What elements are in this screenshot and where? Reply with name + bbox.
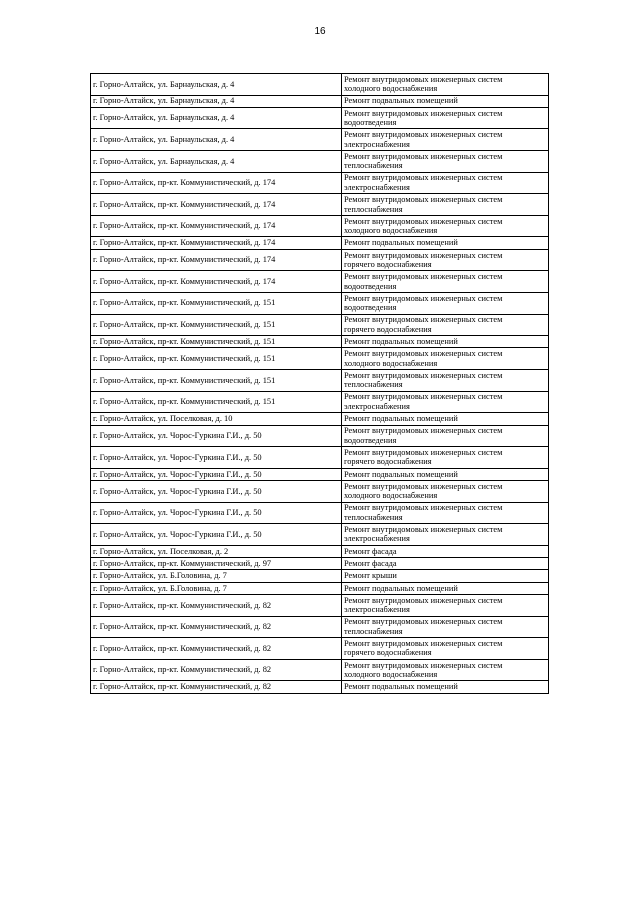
repair-type-cell: Ремонт внутридомовых инженерных систем электроснабжения [342,391,549,413]
address-cell: г. Горно-Алтайск, пр-кт. Коммунистический, д. 97 [91,558,342,570]
table-row [91,480,549,502]
table-row [91,681,549,693]
repairs-table [90,73,549,694]
address-cell: г. Горно-Алтайск, пр-кт. Коммунистический, д. 174 [91,237,342,249]
table-row [91,570,549,582]
address-cell: г. Горно-Алтайск, пр-кт. Коммунистический, д. 151 [91,391,342,413]
address-cell: г. Горно-Алтайск, ул. Поселковая, д. 10 [91,413,342,425]
table-row [91,545,549,557]
repair-type-cell: Ремонт внутридомовых инженерных систем холодного водоснабжения [342,74,549,96]
table-row [91,502,549,524]
table-row [91,659,549,681]
repair-type-cell: Ремонт подвальных помещений [342,237,549,249]
address-cell: г. Горно-Алтайск, ул. Чорос-Гуркина Г.И., д. 50 [91,524,342,546]
repair-type-cell: Ремонт подвальных помещений [342,95,549,107]
table-row [91,237,549,249]
repair-type-cell: Ремонт внутридомовых инженерных систем водоотведения [342,107,549,129]
table-row [91,425,549,447]
repair-type-cell: Ремонт внутридомовых инженерных систем водоотведения [342,271,549,293]
table-row [91,582,549,594]
table-row [91,172,549,194]
repair-type-cell: Ремонт внутридомовых инженерных систем горячего водоснабжения [342,249,549,271]
address-cell: г. Горно-Алтайск, пр-кт. Коммунистический, д. 174 [91,215,342,237]
table-row [91,594,549,616]
address-cell: г. Горно-Алтайск, ул. Барнаульская, д. 4 [91,74,342,96]
table-row [91,348,549,370]
address-cell: г. Горно-Алтайск, пр-кт. Коммунистический, д. 174 [91,194,342,216]
repair-type-cell: Ремонт фасада [342,545,549,557]
repair-type-cell: Ремонт внутридомовых инженерных систем теплоснабжения [342,194,549,216]
table-row [91,95,549,107]
table-row [91,468,549,480]
repair-type-cell: Ремонт внутридомовых инженерных систем холодного водоснабжения [342,348,549,370]
table-row [91,194,549,216]
table-row [91,336,549,348]
repair-type-cell: Ремонт внутридомовых инженерных систем горячего водоснабжения [342,447,549,469]
table-row [91,107,549,129]
repair-type-cell: Ремонт крыши [342,570,549,582]
address-cell: г. Горно-Алтайск, ул. Чорос-Гуркина Г.И., д. 50 [91,480,342,502]
address-cell: г. Горно-Алтайск, ул. Чорос-Гуркина Г.И., д. 50 [91,425,342,447]
address-cell: г. Горно-Алтайск, ул. Чорос-Гуркина Г.И., д. 50 [91,468,342,480]
table-row [91,616,549,638]
table-row [91,524,549,546]
address-cell: г. Горно-Алтайск, ул. Барнаульская, д. 4 [91,129,342,151]
table-row [91,151,549,173]
repair-type-cell: Ремонт внутридомовых инженерных систем водоотведения [342,292,549,314]
address-cell: г. Горно-Алтайск, ул. Чорос-Гуркина Г.И., д. 50 [91,447,342,469]
address-cell: г. Горно-Алтайск, ул. Чорос-Гуркина Г.И., д. 50 [91,502,342,524]
address-cell: г. Горно-Алтайск, пр-кт. Коммунистический, д. 82 [91,638,342,660]
repair-type-cell: Ремонт фасада [342,558,549,570]
table-row [91,413,549,425]
address-cell: г. Горно-Алтайск, ул. Барнаульская, д. 4 [91,151,342,173]
table-row [91,558,549,570]
repair-type-cell: Ремонт внутридомовых инженерных систем электроснабжения [342,129,549,151]
address-cell: г. Горно-Алтайск, пр-кт. Коммунистический, д. 151 [91,314,342,336]
table-row [91,314,549,336]
repair-type-cell: Ремонт подвальных помещений [342,468,549,480]
table-row [91,447,549,469]
repair-type-cell: Ремонт внутридомовых инженерных систем теплоснабжения [342,616,549,638]
address-cell: г. Горно-Алтайск, ул. Барнаульская, д. 4 [91,95,342,107]
address-cell: г. Горно-Алтайск, пр-кт. Коммунистический, д. 82 [91,659,342,681]
address-cell: г. Горно-Алтайск, пр-кт. Коммунистический, д. 151 [91,370,342,392]
page-number: 16 [314,26,326,37]
repair-type-cell: Ремонт внутридомовых инженерных систем горячего водоснабжения [342,314,549,336]
repair-type-cell: Ремонт внутридомовых инженерных систем теплоснабжения [342,151,549,173]
repair-type-cell: Ремонт внутридомовых инженерных систем холодного водоснабжения [342,480,549,502]
repair-type-cell: Ремонт подвальных помещений [342,681,549,693]
table-row [91,129,549,151]
address-cell: г. Горно-Алтайск, пр-кт. Коммунистический, д. 174 [91,271,342,293]
table-row [91,292,549,314]
address-cell: г. Горно-Алтайск, пр-кт. Коммунистический, д. 82 [91,616,342,638]
repair-type-cell: Ремонт внутридомовых инженерных систем теплоснабжения [342,502,549,524]
table-row [91,271,549,293]
address-cell: г. Горно-Алтайск, пр-кт. Коммунистический, д. 82 [91,681,342,693]
table-row [91,370,549,392]
address-cell: г. Горно-Алтайск, пр-кт. Коммунистический, д. 151 [91,292,342,314]
repair-type-cell: Ремонт внутридомовых инженерных систем горячего водоснабжения [342,638,549,660]
address-cell: г. Горно-Алтайск, пр-кт. Коммунистический, д. 151 [91,336,342,348]
repair-type-cell: Ремонт подвальных помещений [342,336,549,348]
address-cell: г. Горно-Алтайск, ул. Б.Головина, д. 7 [91,570,342,582]
table-row [91,638,549,660]
repair-type-cell: Ремонт внутридомовых инженерных систем электроснабжения [342,594,549,616]
repair-type-cell: Ремонт подвальных помещений [342,413,549,425]
repairs-table-body [91,74,549,694]
address-cell: г. Горно-Алтайск, пр-кт. Коммунистический, д. 174 [91,172,342,194]
repair-type-cell: Ремонт внутридомовых инженерных систем холодного водоснабжения [342,215,549,237]
address-cell: г. Горно-Алтайск, ул. Поселковая, д. 2 [91,545,342,557]
repair-type-cell: Ремонт внутридомовых инженерных систем теплоснабжения [342,370,549,392]
address-cell: г. Горно-Алтайск, пр-кт. Коммунистический, д. 174 [91,249,342,271]
address-cell: г. Горно-Алтайск, пр-кт. Коммунистический, д. 151 [91,348,342,370]
repair-type-cell: Ремонт внутридомовых инженерных систем водоотведения [342,425,549,447]
repair-type-cell: Ремонт внутридомовых инженерных систем электроснабжения [342,524,549,546]
repair-type-cell: Ремонт внутридомовых инженерных систем электроснабжения [342,172,549,194]
repair-type-cell: Ремонт подвальных помещений [342,582,549,594]
table-row [91,391,549,413]
address-cell: г. Горно-Алтайск, ул. Б.Головина, д. 7 [91,582,342,594]
address-cell: г. Горно-Алтайск, пр-кт. Коммунистический, д. 82 [91,594,342,616]
address-cell: г. Горно-Алтайск, ул. Барнаульская, д. 4 [91,107,342,129]
repair-type-cell: Ремонт внутридомовых инженерных систем холодного водоснабжения [342,659,549,681]
table-row [91,215,549,237]
table-row [91,74,549,96]
table-row [91,249,549,271]
